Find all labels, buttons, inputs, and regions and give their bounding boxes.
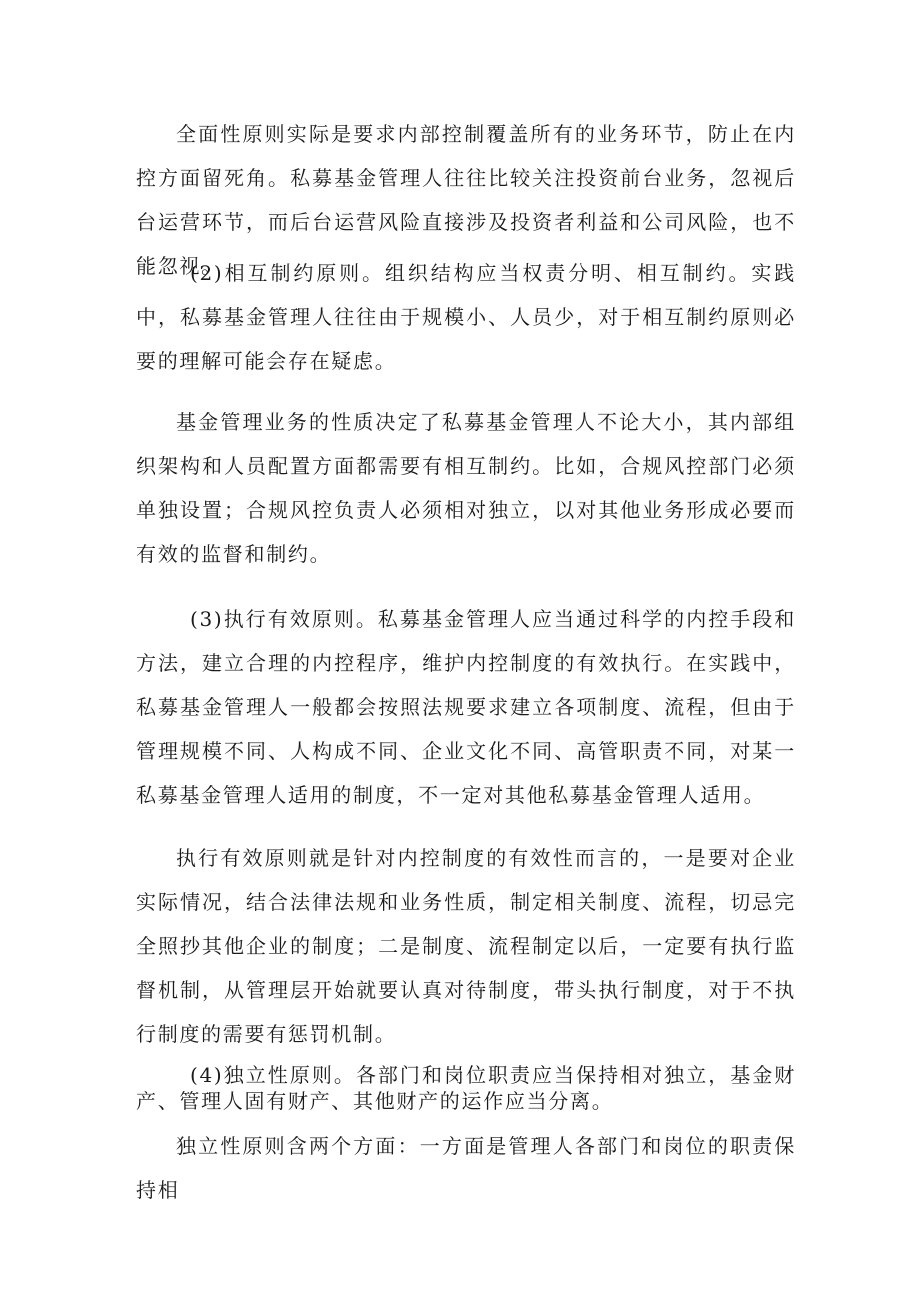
paragraph-independence-detail: 独立性原则含两个方面：一方面是管理人各部门和岗位的职责保持相 [136,1134,796,1202]
paragraph-effective-execution: (3)执行有效原则。私募基金管理人应当通过科学的内控手段和方法，建立合理的内控程序，维护内控制度的有效执行。在实践中，私募基金管理人一般都会按照法规要求建立各项制度、流程，但由于管理规模不同、人构成不同、企业文化不同、高管职责不同，对某一私募基金管理人适用的制度，不一定对其他私募基金管理人适用。 [136,607,796,807]
paragraph-mutual-restraint: (2)相互制约原则。组织结构应当权责分明、相互制约。实践中，私募基金管理人往往由于规模小、人员少，对于相互制约原则必要的理解可能会存在疑虑。 [136,261,796,373]
paragraph-comprehensiveness: 全面性原则实际是要求内部控制覆盖所有的业务环节，防止在内控方面留死角。私募基金管理人往往比较关注投资前台业务，忽视后台运营环节，而后台运营风险直接涉及投资者利益和公司风险，也不能忽视。 [136,122,796,278]
paragraph-fund-management-nature: 基金管理业务的性质决定了私募基金管理人不论大小，其内部组织架构和人员配置方面都需要有相互制约。比如，合规风控部门必须单独设置；合规风控负责人必须相对独立，以对其他业务形成必要而有效的监督和制约。 [136,410,796,566]
paragraph-independence: (4)独立性原则。各部门和岗位职责应当保持相对独立，基金财产、管理人固有财产、其他财产的运作应当分离。 [136,1063,796,1113]
paragraph-effective-execution-detail: 执行有效原则就是针对内控制度的有效性而言的，一是要对企业实际情况，结合法律法规和业务性质，制定相关制度、流程，切忌完全照抄其他企业的制度；二是制度、流程制定以后，一定要有执行监督机制，从管理层开始就要认真对待制度，带头执行制度，对于不执行制度的需要有惩罚机制。 [136,846,796,1046]
